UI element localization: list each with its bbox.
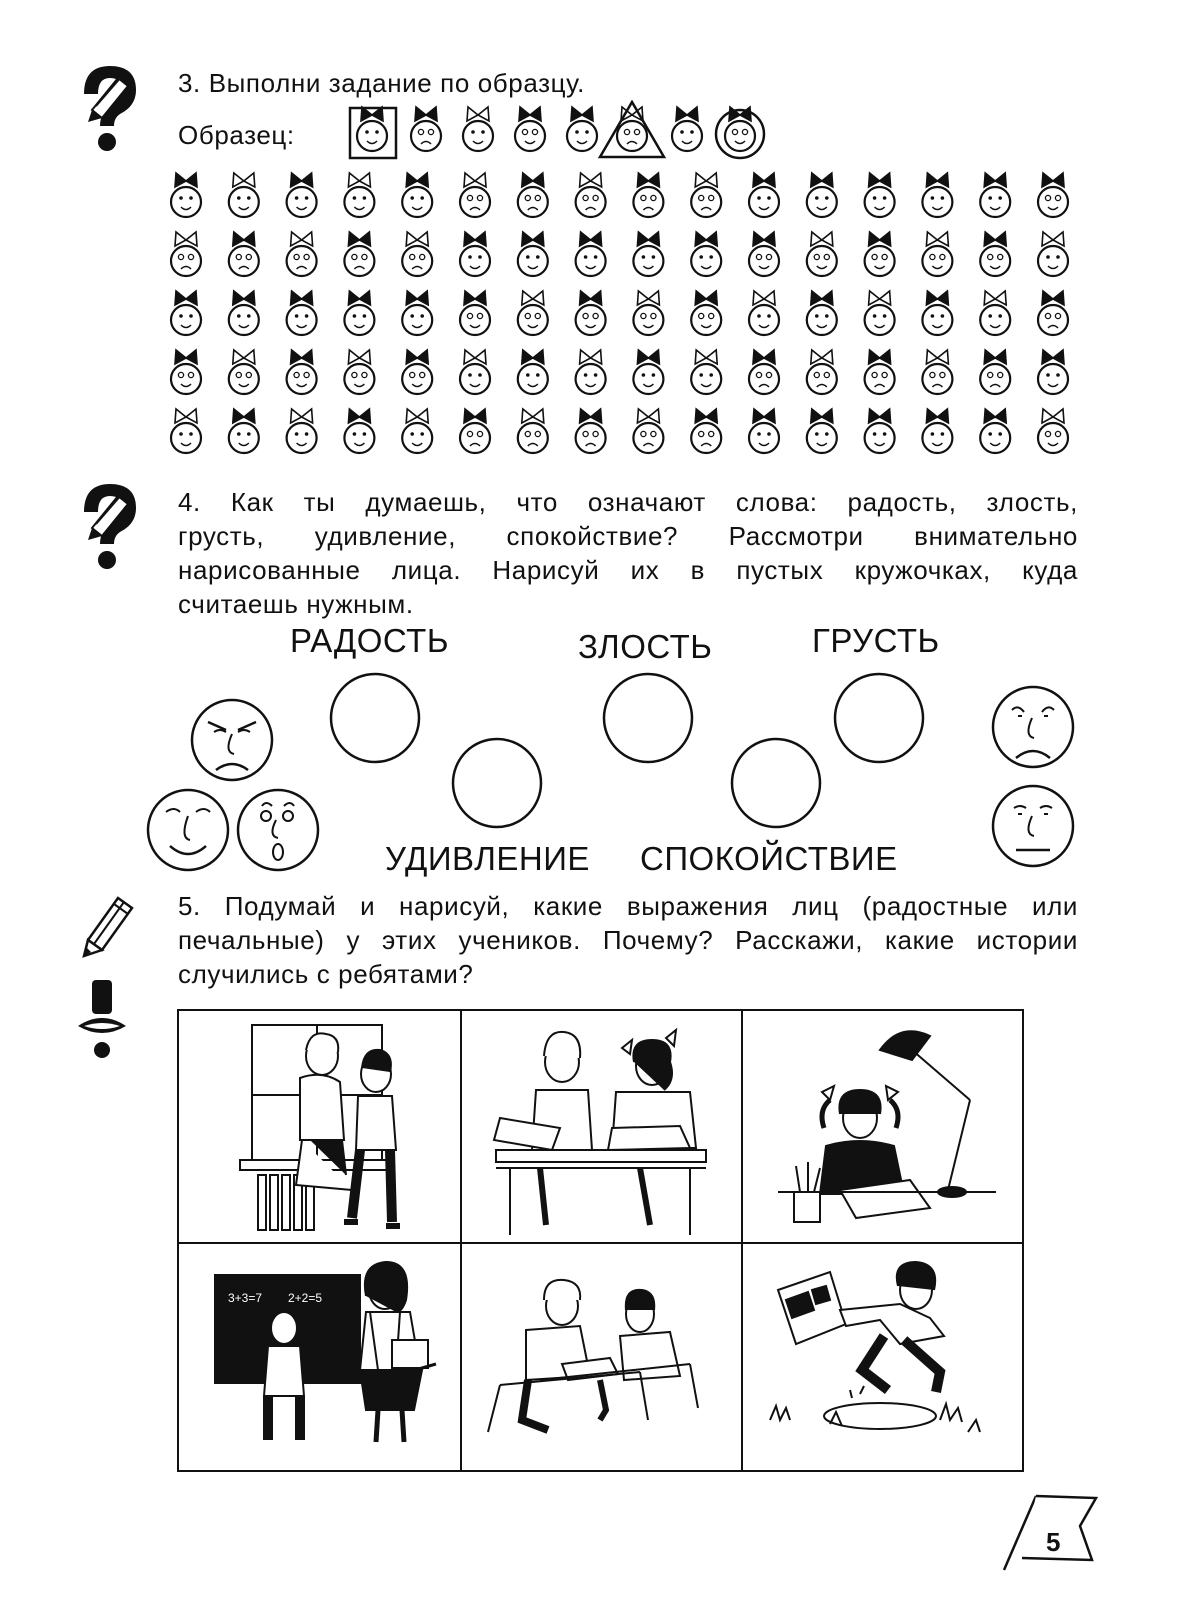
girl-face[interactable] — [344, 409, 374, 453]
task4-line-3: нарисованные лица. Нарисуй их в пустых кружочках, куда — [178, 555, 1078, 585]
pictures-grid — [176, 1008, 1026, 1474]
girl-face[interactable] — [229, 409, 259, 453]
girl-face[interactable] — [980, 291, 1010, 335]
girl-face[interactable] — [633, 291, 663, 335]
girl-face[interactable] — [865, 409, 895, 453]
empty-circle-joy[interactable] — [331, 674, 419, 762]
panel-boys-by-window — [240, 1025, 400, 1230]
label-joy: РАДОСТЬ — [290, 622, 449, 659]
girl-face[interactable] — [749, 173, 779, 217]
girl-face[interactable] — [402, 173, 432, 217]
label-sadness: ГРУСТЬ — [812, 622, 940, 659]
girl-face[interactable] — [980, 232, 1010, 276]
panel-two-at-desk — [494, 1030, 706, 1235]
girl-face[interactable] — [357, 107, 387, 151]
girl-face[interactable] — [749, 409, 779, 453]
girl-face[interactable] — [1038, 350, 1068, 394]
girl-face[interactable] — [171, 173, 201, 217]
page-number: 5 — [1046, 1527, 1061, 1557]
girl-face[interactable] — [691, 173, 721, 217]
girl-face[interactable] — [229, 350, 259, 394]
girl-face[interactable] — [287, 173, 317, 217]
girl-face[interactable] — [402, 232, 432, 276]
girl-face[interactable] — [691, 232, 721, 276]
girl-face[interactable] — [515, 107, 545, 151]
girl-face[interactable] — [672, 107, 702, 151]
panel-teacher-and-boy — [215, 1262, 436, 1442]
girl-face[interactable] — [865, 291, 895, 335]
blackboard-eq-1: 3+3=7 — [228, 1291, 263, 1305]
task5-line-2: печальные) у этих учеников. Почему? Расскажи, какие истории — [178, 925, 1078, 955]
girl-face[interactable] — [691, 291, 721, 335]
task4-line-4: считаешь нужным. — [178, 589, 414, 619]
girl-face[interactable] — [1038, 291, 1068, 335]
girl-face[interactable] — [287, 350, 317, 394]
girl-face[interactable] — [807, 350, 837, 394]
girl-face[interactable] — [691, 409, 721, 453]
girl-face[interactable] — [807, 409, 837, 453]
girl-face[interactable] — [460, 409, 490, 453]
girl-face[interactable] — [1038, 409, 1068, 453]
girl-face[interactable] — [344, 350, 374, 394]
girl-face[interactable] — [344, 291, 374, 335]
girl-face[interactable] — [691, 350, 721, 394]
happy-face — [148, 790, 228, 870]
pencil-icon — [74, 890, 138, 960]
task3-instruction: 3. Выполни задание по образцу. — [178, 68, 585, 98]
girl-face[interactable] — [865, 232, 895, 276]
girl-face[interactable] — [171, 350, 201, 394]
question-pencil-icon — [70, 60, 150, 155]
girl-face[interactable] — [922, 409, 952, 453]
calm-face — [993, 786, 1073, 866]
task4-instruction — [178, 485, 1078, 621]
girl-face[interactable] — [576, 173, 606, 217]
label-anger: ЗЛОСТЬ — [578, 628, 713, 665]
girl-face[interactable] — [576, 350, 606, 394]
blackboard-eq-2: 2+2=5 — [288, 1291, 323, 1305]
panel-girl-with-lamp — [778, 1031, 996, 1222]
girl-face[interactable] — [1038, 173, 1068, 217]
girl-face[interactable] — [518, 409, 548, 453]
girl-face[interactable] — [807, 291, 837, 335]
girl-face[interactable] — [1038, 232, 1068, 276]
task5-line-1: 5. Подумай и нарисуй, какие выражения лиц (радостные или — [178, 891, 1078, 921]
girl-face[interactable] — [287, 409, 317, 453]
sample-row — [340, 100, 780, 166]
girl-face[interactable] — [980, 409, 1010, 453]
girl-face[interactable] — [229, 173, 259, 217]
exclamation-mouth-icon — [74, 978, 130, 1062]
girl-face[interactable] — [922, 232, 952, 276]
sad-face — [993, 687, 1073, 767]
girl-face[interactable] — [460, 173, 490, 217]
girl-face[interactable] — [518, 173, 548, 217]
girl-face[interactable] — [576, 232, 606, 276]
girl-face[interactable] — [287, 291, 317, 335]
surprised-face — [238, 790, 318, 870]
girl-face[interactable] — [518, 291, 548, 335]
question-pencil-icon — [70, 478, 150, 573]
girl-face[interactable] — [576, 291, 606, 335]
girl-face[interactable] — [749, 232, 779, 276]
girl-face[interactable] — [633, 350, 663, 394]
label-surprise: УДИВЛЕНИЕ — [385, 840, 590, 877]
empty-circle-anger[interactable] — [604, 674, 692, 762]
girl-face[interactable] — [460, 350, 490, 394]
girl-face[interactable] — [633, 232, 663, 276]
girl-face[interactable] — [402, 409, 432, 453]
girl-face[interactable] — [980, 173, 1010, 217]
girl-face[interactable] — [980, 350, 1010, 394]
empty-circle-surprise[interactable] — [453, 739, 541, 827]
angry-face — [192, 700, 272, 780]
task4-line-1: 4. Как ты думаешь, что означают слова: радость, злость, — [178, 487, 1078, 517]
girl-face[interactable] — [463, 107, 493, 151]
girl-face[interactable] — [460, 232, 490, 276]
empty-circle-calm[interactable] — [732, 739, 820, 827]
panel-boy-jumping-puddle — [770, 1262, 980, 1432]
girl-face[interactable] — [807, 173, 837, 217]
girl-face[interactable] — [567, 107, 597, 151]
girl-face[interactable] — [344, 232, 374, 276]
girl-face[interactable] — [411, 107, 441, 151]
girl-face[interactable] — [518, 232, 548, 276]
girl-face[interactable] — [865, 173, 895, 217]
girl-face[interactable] — [749, 291, 779, 335]
girl-face[interactable] — [171, 291, 201, 335]
girl-face[interactable] — [287, 232, 317, 276]
task5-line-3: случились с ребятами? — [178, 959, 474, 989]
girl-face[interactable] — [518, 350, 548, 394]
emotion-circles — [140, 660, 1090, 880]
panel-kids-at-table — [488, 1280, 698, 1432]
girl-face[interactable] — [865, 350, 895, 394]
task4-line-2: грусть, удивление, спокойствие? Рассмотри внимательно — [178, 521, 1078, 551]
girl-face[interactable] — [749, 350, 779, 394]
girl-face[interactable] — [807, 232, 837, 276]
girl-face[interactable] — [633, 409, 663, 453]
girl-face[interactable] — [171, 409, 201, 453]
girl-face[interactable] — [633, 173, 663, 217]
girl-face[interactable] — [460, 291, 490, 335]
girl-face[interactable] — [922, 173, 952, 217]
girl-face[interactable] — [402, 291, 432, 335]
faces-grid — [160, 170, 1090, 470]
girl-face[interactable] — [617, 107, 647, 151]
girl-face[interactable] — [229, 291, 259, 335]
girl-face[interactable] — [402, 350, 432, 394]
sample-label: Образец: — [178, 120, 295, 150]
task5-instruction — [178, 889, 1078, 991]
girl-face[interactable] — [171, 232, 201, 276]
girl-face[interactable] — [229, 232, 259, 276]
empty-circle-sadness[interactable] — [835, 674, 923, 762]
girl-face[interactable] — [576, 409, 606, 453]
girl-face[interactable] — [344, 173, 374, 217]
label-calm: СПОКОЙСТВИЕ — [640, 840, 898, 877]
girl-face[interactable] — [922, 350, 952, 394]
girl-face[interactable] — [922, 291, 952, 335]
